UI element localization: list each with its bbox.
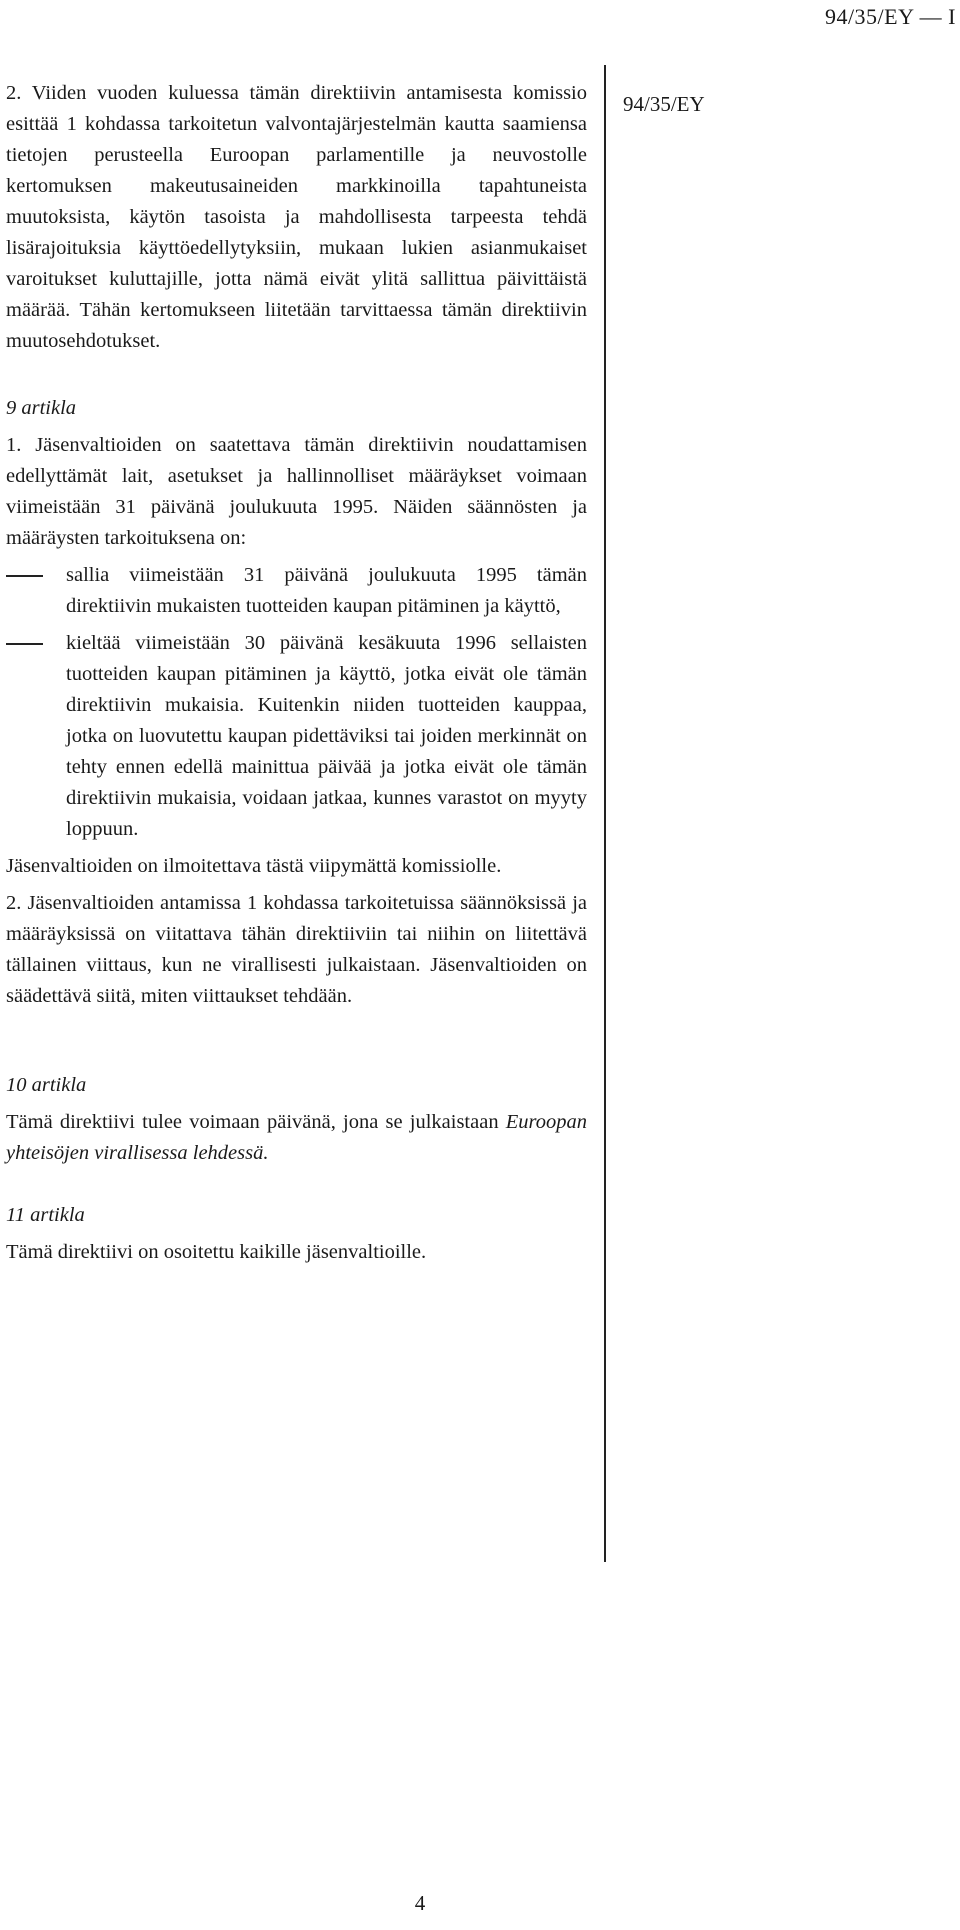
paragraph-11: Tämä direktiivi on osoitettu kaikille jäsenvaltioille. [6,1241,427,1263]
bullet-1-text: sallia viimeistään 31 päivänä joulukuuta 1995 tämän direktiivin mukaisten tuotteiden kaupan pitäminen ja käyttö, [66,564,587,617]
notify-commission-paragraph: Jäsenvaltioiden on ilmoitettava tästä viipymättä komissiolle. [6,855,502,877]
paragraph-9-1: 1. Jäsenvaltioiden on saatettava tämän direktiivin noudattamisen edellyttämät lait, asetukset ja hallinnolliset määräykset voimaan viimeistään 31 päivänä joulukuuta 1995. Näiden säännösten ja määräysten tarkoituksena on: [6,434,587,549]
side-document-reference: 94/35/EY [623,92,705,116]
dash-bullet-icon [6,643,43,645]
paragraph-9-2: 2. Jäsenvaltioiden antamissa 1 kohdassa tarkoitetuissa säännöksissä ja määräyksissä on viitattava tähän direktiiviin tai niihin on liitettävä tällainen viittaus, kun ne virallisesti julkaistaan. Jäsenvaltioiden on säädettävä siitä, miten viittaukset tehdään. [6,892,587,1007]
article-9-title: 9 artikla [6,397,77,419]
paragraph-8-2: 2. Viiden vuoden kuluessa tämän direktiivin antamisesta komissio esittää 1 kohdassa tarkoitetun valvontajärjestelmän kautta saamiensa tietojen perusteella Euroopan parlamentille ja neuvostolle kertomuksen makeutusaineiden markkinoilla tapahtuneista muutoksista, käytön tasoista ja mahdollisesta tarpeesta tehdä lisärajoituksia käyttöedellytyksiin, mukaan lukien asianmukaiset varoitukset kuluttajille, jotta nämä eivät ylitä sallittua päivittäistä määrää. Tähän kertomukseen liitetään tarvittaessa tämän direktiivin muutosehdotukset. [6,82,587,352]
article-11-title: 11 artikla [6,1204,85,1226]
column-divider [604,65,606,1562]
main-text-column [6,78,587,1268]
paragraph-10-text: Tämä direktiivi tulee voimaan päivänä, jona se julkaistaan [6,1111,506,1133]
article-10-title: 10 artikla [6,1074,87,1096]
paragraph-10 [6,1107,587,1169]
document-reference: 94/35/EY — I [824,4,956,29]
page-number: 4 [414,1891,426,1915]
list-item [6,628,587,845]
bullet-2-text: kieltää viimeistään 30 päivänä kesäkuuta 1996 sellaisten tuotteiden kaupan pitäminen ja käyttö, jotka eivät ole tämän direktiivin mukaisia. Kuitenkin niiden tuotteiden kauppaa, jotka on luovutettu kaupan pidettäviksi tai joiden merkinnät on tehty ennen edellä mainittua päivää ja jotka eivät ole tämän direktiivin mukaisia, voidaan jatkaa, kunnes varastot on myyty loppuun. [66,632,587,840]
list-item [6,560,587,622]
official-journal-title: Euroopan yhteisöjen virallisessa lehdessä. [6,1111,587,1164]
dash-bullet-icon [6,575,43,577]
